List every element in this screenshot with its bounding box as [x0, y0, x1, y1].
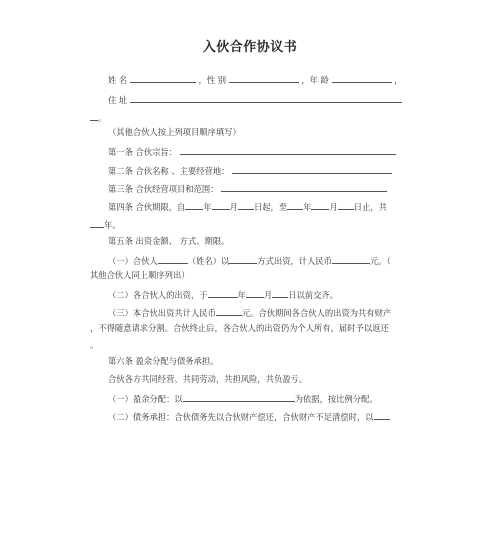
end-month-blank[interactable]	[311, 200, 329, 210]
article-2-label: 第二条 合伙名称 、主要经营地：	[108, 166, 230, 176]
from-to-text: 日起，至	[253, 202, 288, 212]
total-text: 元。合伙期间各合伙人的出资为共有财产	[241, 308, 392, 318]
debt-label: （二）债务承担：合伙债务先以合伙财产偿还，合伙财产不足清偿时，以	[108, 412, 374, 422]
article-4-continuation	[90, 218, 121, 231]
name-row	[108, 73, 402, 86]
purpose-blank[interactable]	[180, 145, 396, 155]
article-4	[108, 200, 387, 213]
pay-month-blank[interactable]	[246, 288, 264, 298]
method-text: 方式出资，计人民币	[257, 256, 332, 266]
start-day-blank[interactable]	[238, 200, 254, 210]
article-5-item-3-cont: ，不得随意请求分割。合伙终止后，各合伙人的出资仍为个人所有，届时予以返还	[90, 323, 389, 333]
name-address-blank[interactable]	[232, 164, 392, 174]
article-6-item-2	[108, 410, 390, 423]
month-text-2: 月	[329, 202, 338, 212]
article-3-label: 第三条 合伙经营项目和范围：	[108, 184, 219, 194]
age-blank[interactable]	[332, 73, 392, 83]
address-blank[interactable]	[130, 93, 402, 103]
years-text: 年。	[104, 220, 121, 230]
end-year-blank[interactable]	[287, 200, 303, 210]
partner-label: （一）合伙人	[108, 256, 158, 266]
gender-label: ，性 别	[198, 75, 227, 85]
profit-basis-blank[interactable]	[183, 392, 295, 402]
address-continuation	[90, 111, 106, 124]
article-3	[108, 182, 387, 195]
month-text-3: 月	[263, 290, 273, 300]
start-month-blank[interactable]	[212, 200, 230, 210]
pay-year-blank[interactable]	[208, 288, 238, 298]
article-5-item-3	[108, 306, 391, 319]
total-label: （三）本合伙出资共计人民币	[108, 308, 216, 318]
amount-blank[interactable]	[332, 254, 370, 264]
gender-blank[interactable]	[229, 73, 299, 83]
article-2	[108, 164, 392, 177]
article-5-item-3-end: 。	[90, 340, 99, 350]
article-6: 第六条 盈余分配与债务承担。	[108, 356, 219, 366]
document-title: 入伙合作协议书	[202, 40, 298, 55]
address-label: 住 址	[108, 95, 128, 105]
name-blank[interactable]	[130, 73, 196, 83]
method-blank[interactable]	[229, 254, 257, 264]
total-amount-blank[interactable]	[216, 306, 242, 316]
article-5-item-1-cont: 其他合伙人同上顺序列出）	[90, 270, 190, 280]
scope-blank[interactable]	[221, 182, 387, 192]
deadline-text: 日以前交齐。	[288, 290, 338, 300]
note: （其他合伙人按上列项目顺序填写）	[108, 127, 241, 137]
name-paren: （姓名）以	[187, 256, 230, 266]
article-5: 第五条 出资金额、 方式、期限。	[108, 236, 230, 246]
year-text-3: 年	[237, 290, 246, 300]
article-1-label: 第一条 合伙宗旨：	[108, 147, 178, 157]
yuan-text: 元。（	[369, 256, 391, 266]
age-label: ，年 龄	[301, 75, 329, 85]
total-years-blank[interactable]	[90, 218, 104, 228]
article-5-item-1	[108, 254, 391, 267]
article-1	[108, 145, 396, 158]
article-6-intro: 合伙各方共同经营、共同劳动，共担风险，共负盈亏。	[108, 374, 308, 384]
profit-text: 为依据，按比例分配。	[294, 394, 378, 404]
end-day-blank[interactable]	[338, 200, 354, 210]
partner-name-blank[interactable]	[158, 254, 188, 264]
debt-blank[interactable]	[374, 410, 390, 420]
pay-day-blank[interactable]	[272, 288, 288, 298]
address-blank-cont[interactable]	[90, 111, 98, 121]
contribution-label: （二）各合伙人的出资，于	[108, 290, 208, 300]
article-6-item-1	[108, 392, 378, 405]
profit-label: （一）盈余分配：以	[108, 394, 183, 404]
year-text-2: 年	[303, 202, 312, 212]
year-text: 年	[203, 202, 212, 212]
name-label: 姓 名	[108, 75, 128, 85]
comma: ，	[394, 75, 403, 85]
article-5-item-2	[108, 288, 338, 301]
address-row	[108, 93, 402, 106]
month-text: 月	[229, 202, 238, 212]
end-text: 日止，共	[353, 202, 387, 212]
article-4-label: 第四条 合伙期限，自	[108, 202, 186, 212]
period: 。	[98, 113, 107, 123]
start-year-blank[interactable]	[185, 200, 203, 210]
